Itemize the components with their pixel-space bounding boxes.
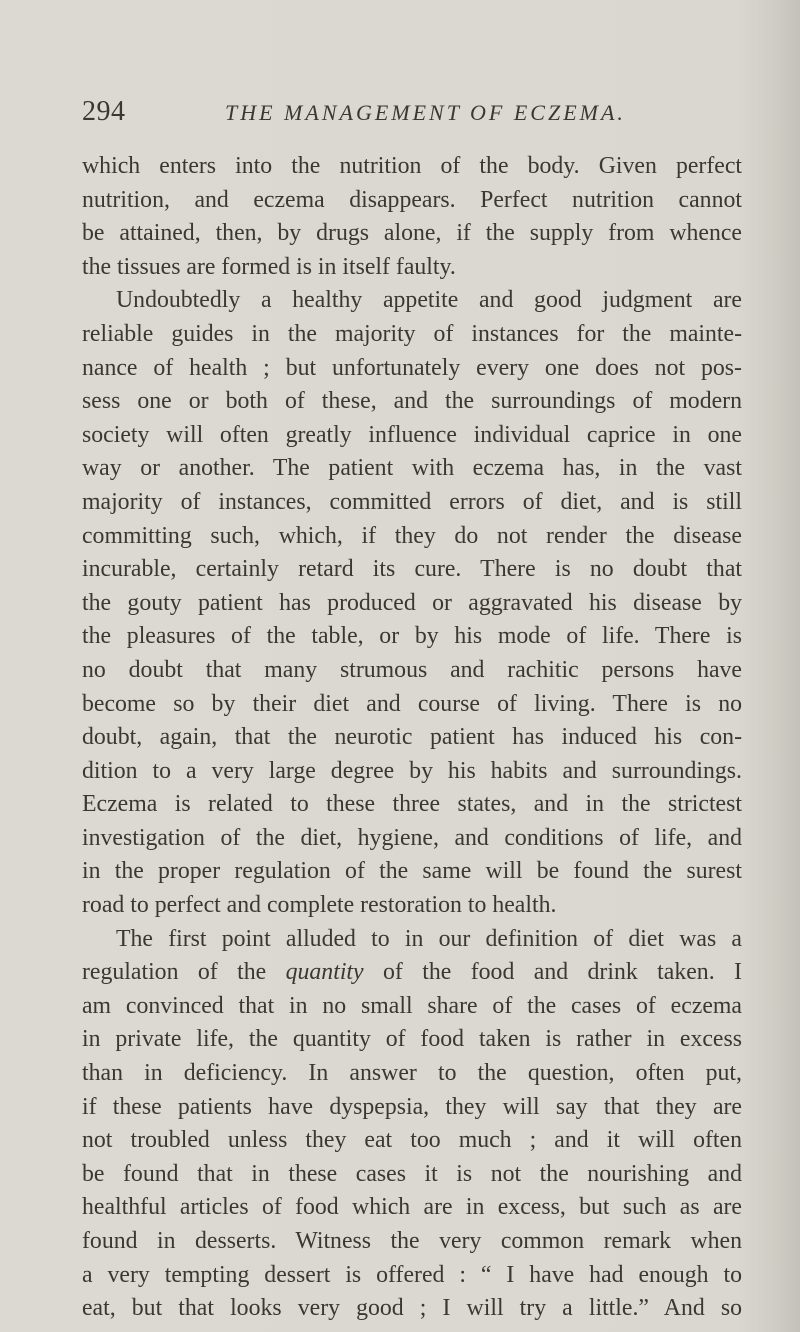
text-line: road to perfect and complete restoration to health. xyxy=(82,892,557,919)
text-line: a very tempting dessert is offered : “ I have had enough to xyxy=(82,1261,742,1288)
text-line: reliable guides in the majority of instances for the mainte- xyxy=(82,320,742,347)
text-line: found in desserts. Witness the very common remark when xyxy=(82,1228,742,1254)
text-line: doubt, again, that the neurotic patient has induced his con- xyxy=(82,724,742,751)
text-line: nance of health ; but unfortunately every one does not pos- xyxy=(82,354,742,381)
page-header xyxy=(82,96,682,136)
text-line: society will often greatly influence individual caprice in one xyxy=(82,421,742,448)
text-line: dition to a very large degree by his habits and surroundings. xyxy=(82,757,742,784)
text-line: than in deficiency. In answer to the question, often put, xyxy=(82,1060,742,1087)
text-line: committing such, which, if they do not render the disease xyxy=(82,522,742,549)
text-line: not troubled unless they eat too much ; and it will often xyxy=(82,1127,742,1154)
text-line: sess one or both of these, and the surroundings of modern xyxy=(82,388,742,415)
text-line: majority of instances, committed errors of diet, and is still xyxy=(82,488,742,515)
text-line: healthful articles of food which are in excess, but such as are xyxy=(82,1194,742,1221)
text-line: in the proper regulation of the same will be found the surest xyxy=(82,858,742,885)
text-line-with-italic xyxy=(82,956,742,990)
text-line: be found that in these cases it is not the nourishing and xyxy=(82,1160,742,1187)
page-number: 294 xyxy=(82,96,126,127)
text-fragment: regulation of the xyxy=(82,959,286,986)
text-line: nutrition, and eczema disappears. Perfect nutrition cannot xyxy=(82,186,742,213)
text-line: Undoubtedly a healthy appetite and good judgment are xyxy=(116,287,742,314)
text-line: eat, but that looks very good ; I will try a little.” And so xyxy=(82,1295,742,1322)
text-line: investigation of the diet, hygiene, and conditions of life, and xyxy=(82,824,742,851)
text-line: be attained, then, by drugs alone, if the supply from whence xyxy=(82,220,742,247)
text-line: Eczema is related to these three states, and in the strictest xyxy=(82,791,742,818)
text-line: way or another. The patient with eczema has, in the vast xyxy=(82,455,742,482)
text-line: the gouty patient has produced or aggravated his disease by xyxy=(82,589,742,616)
text-fragment: of the food and drink taken. I xyxy=(363,959,742,986)
running-head: THE MANAGEMENT OF ECZEMA. xyxy=(225,100,626,125)
text-line: if these patients have dyspepsia, they will say that they are xyxy=(82,1093,742,1120)
body-text xyxy=(82,150,742,1326)
text-line: which enters into the nutrition of the body. Given perfect xyxy=(82,153,742,179)
text-line: incurable, certainly retard its cure. There is no doubt that xyxy=(82,556,742,583)
text-line: The first point alluded to in our definition of diet was a xyxy=(116,925,742,952)
text-line: the pleasures of the table, or by his mode of life. There is xyxy=(82,623,742,650)
text-line: the tissues are formed is in itself faulty. xyxy=(82,253,456,280)
italic-word-quantity: quantity xyxy=(285,959,364,986)
text-line: in private life, the quantity of food taken is rather in excess xyxy=(82,1026,742,1053)
text-line: am convinced that in no small share of the cases of eczema xyxy=(82,992,742,1019)
text-line: become so by their diet and course of living. There is no xyxy=(82,690,742,717)
text-line: no doubt that many strumous and rachitic persons have xyxy=(82,656,742,683)
